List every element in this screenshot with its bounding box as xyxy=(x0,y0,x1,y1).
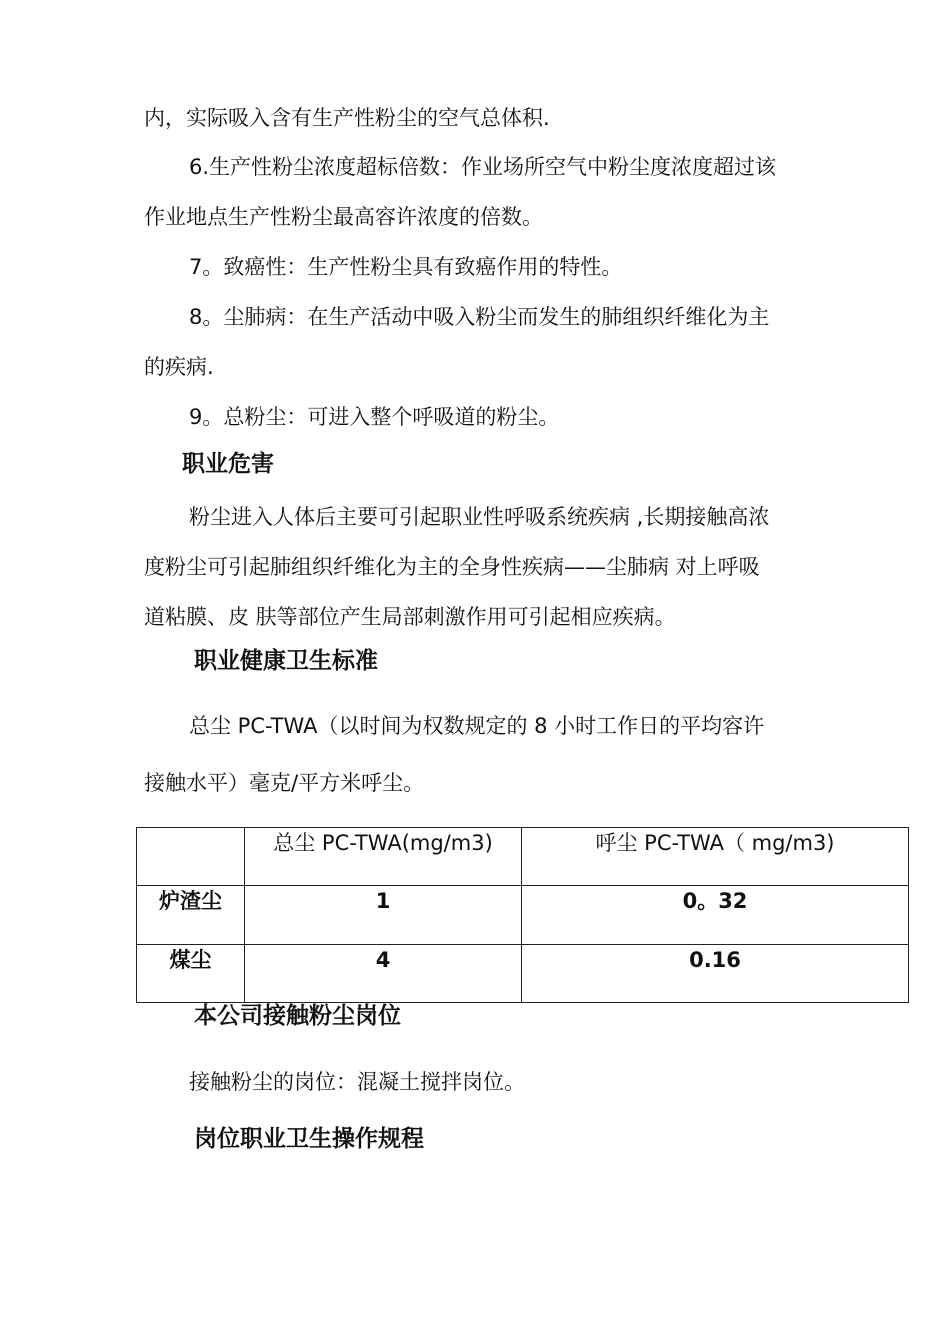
respirable-dust-value: 0。32 xyxy=(522,886,909,944)
line-12: 接触水平）毫克/平方米呼尘。 xyxy=(144,771,425,795)
line-5: 8。尘肺病：在生产活动中吸入粉尘而发生的肺组织纤维化为主 xyxy=(189,305,770,329)
total-dust-value: 4 xyxy=(245,944,522,1002)
line-7: 9。总粉尘：可进入整个呼吸道的粉尘。 xyxy=(189,405,560,429)
line-10: 道粘膜、皮 肤等部位产生局部刺激作用可引起相应疾病。 xyxy=(144,605,676,629)
table-row xyxy=(137,944,909,1002)
heading-company-dust-posts: 本公司接触粉尘岗位 xyxy=(194,1003,401,1029)
table-header-row xyxy=(137,828,909,886)
heading-operating-procedures: 岗位职业卫生操作规程 xyxy=(194,1126,424,1152)
line-4: 7。致癌性：生产性粉尘具有致癌作用的特性。 xyxy=(189,255,623,279)
line-1: 内，实际吸入含有生产性粉尘的空气总体积. xyxy=(144,106,550,130)
respirable-dust-value: 0.16 xyxy=(522,944,909,1002)
heading-occupational-hazards: 职业危害 xyxy=(182,451,274,477)
line-8: 粉尘进入人体后主要可引起职业性呼吸系统疾病 ,长期接触高浓 xyxy=(189,505,770,529)
total-dust-value: 1 xyxy=(245,886,522,944)
line-13: 接触粉尘的岗位：混凝土搅拌岗位。 xyxy=(189,1070,525,1094)
line-2: 6.生产性粉尘浓度超标倍数：作业场所空气中粉尘度浓度超过该 xyxy=(189,155,777,179)
table-header-cell: 呼尘 PC-TWA（ mg/m3) xyxy=(522,828,909,886)
table-header-cell xyxy=(137,828,245,886)
line-11: 总尘 PC-TWA（以时间为权数规定的 8 小时工作日的平均容许 xyxy=(189,714,765,738)
table-header-cell: 总尘 PC-TWA(mg/m3) xyxy=(245,828,522,886)
row-name: 煤尘 xyxy=(137,944,245,1002)
line-9: 度粉尘可引起肺组织纤维化为主的全身性疾病——尘肺病 对上呼吸 xyxy=(144,555,760,579)
line-6: 的疾病. xyxy=(144,355,214,379)
heading-health-standards: 职业健康卫生标准 xyxy=(194,648,378,674)
dust-limits-table xyxy=(136,827,909,1003)
row-name: 炉渣尘 xyxy=(137,886,245,944)
line-3: 作业地点生产性粉尘最高容许浓度的倍数。 xyxy=(144,205,543,229)
table-row xyxy=(137,886,909,944)
